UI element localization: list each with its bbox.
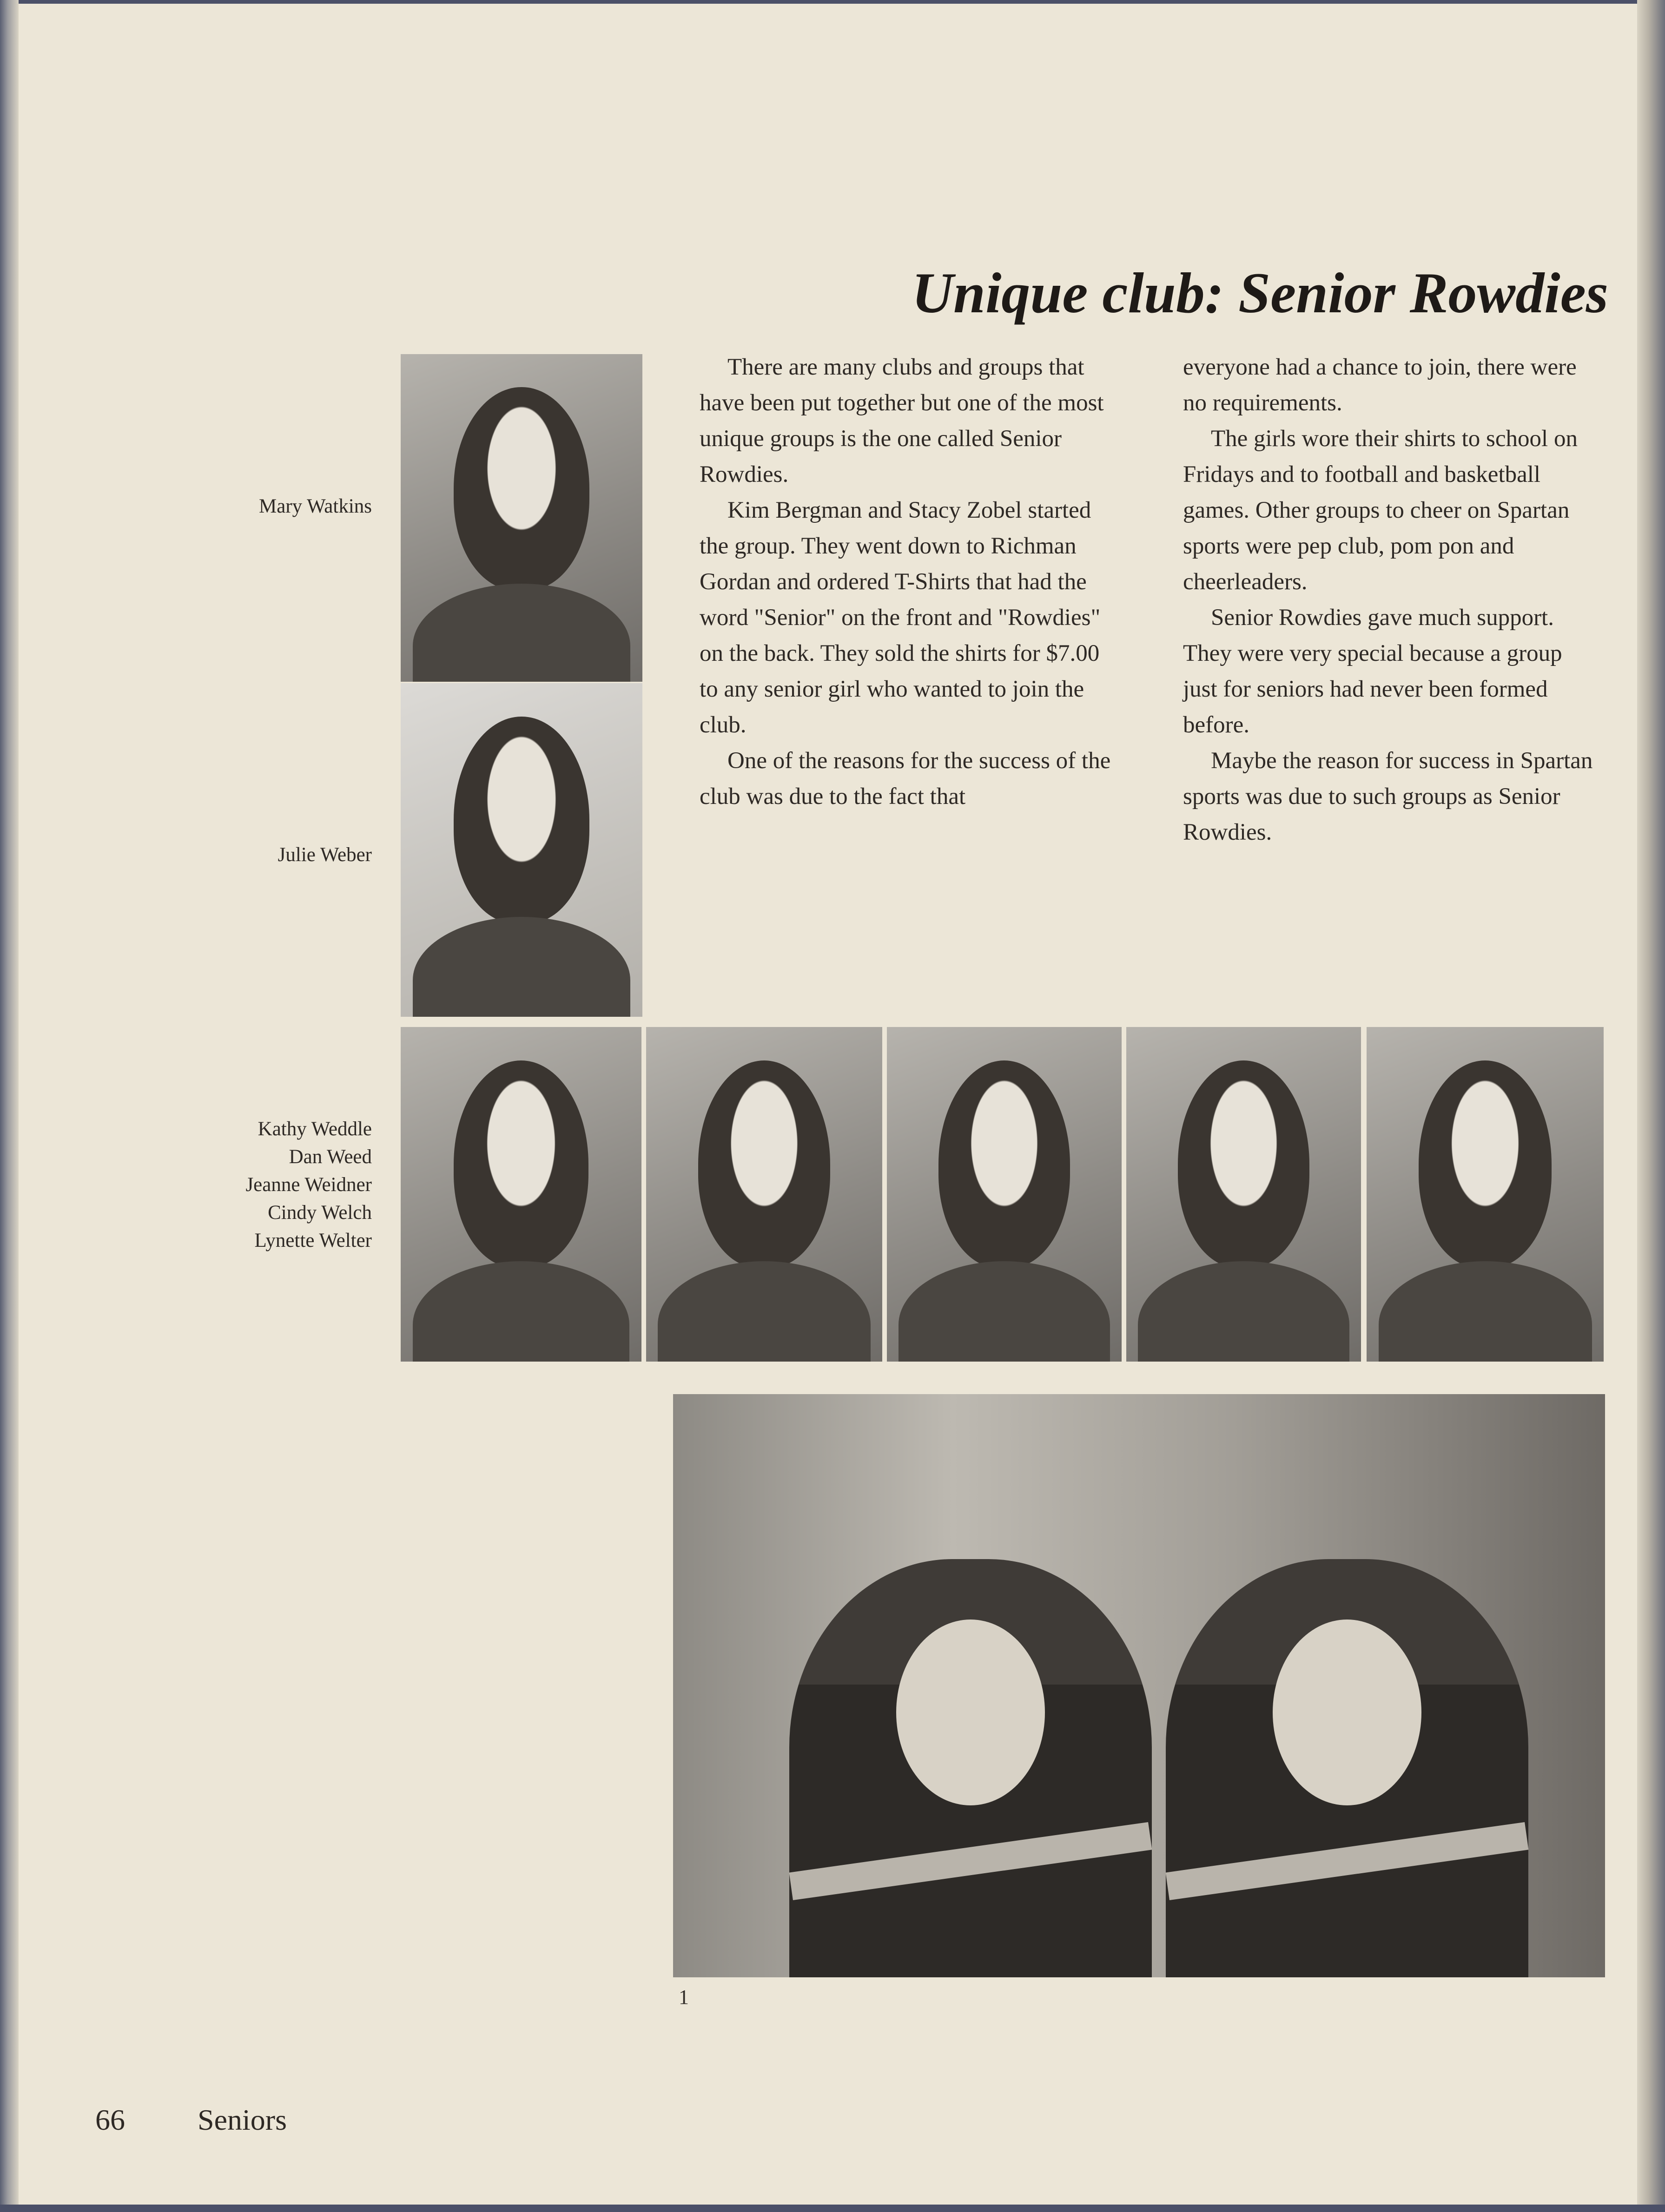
portrait-mary-watkins xyxy=(401,354,642,682)
page-number: 66 xyxy=(95,2103,125,2136)
portrait-shoulders xyxy=(899,1261,1110,1362)
portrait-head xyxy=(454,387,589,590)
portrait-kathy-weddle xyxy=(401,1027,641,1362)
paragraph: Senior Rowdies gave much support. They were very special because a group just for seniors had never been formed before. xyxy=(1183,605,1562,738)
paragraph: There are many clubs and groups that have been put together but one of the most unique groups is the one called Senior Rowdies. xyxy=(700,354,1104,487)
portrait-lynette-welter xyxy=(1367,1027,1604,1362)
portrait-shoulders xyxy=(1138,1261,1349,1362)
caption-mary-watkins: Mary Watkins xyxy=(259,495,372,517)
page-top-edge xyxy=(0,0,1665,4)
portrait-julie-weber xyxy=(401,683,642,1017)
caption-name: Cindy Welch xyxy=(268,1202,372,1224)
portrait-dan-weed xyxy=(646,1027,882,1362)
photo-person xyxy=(1166,1559,1528,1977)
caption-name: Dan Weed xyxy=(289,1146,372,1168)
article-column-2 xyxy=(1183,349,1601,850)
paragraph: One of the reasons for the success of the club was due to the fact that xyxy=(700,748,1111,810)
group-photo-senior-rowdies xyxy=(673,1394,1605,1977)
paragraph: The girls wore their shirts to school on Fridays and to football and basketball games. Other groups to cheer on Spartan sports were pep club, pom pon and cheerleaders. xyxy=(1183,426,1578,595)
portrait-head xyxy=(938,1060,1070,1268)
portrait-shoulders xyxy=(413,1261,629,1362)
caption-julie-weber: Julie Weber xyxy=(278,844,372,866)
paragraph: Maybe the reason for success in Spartan sports was due to such groups as Senior Rowdies. xyxy=(1183,748,1593,845)
paragraph: Kim Bergman and Stacy Zobel started the group. They went down to Richman Gordan and ordered T-Shirts that had the word "Senior" on the front and "Rowdies" on the back. They sold the shirts for $7.00 to any senior girl who wanted to join the club. xyxy=(700,497,1101,738)
caption-name: Jeanne Weidner xyxy=(245,1174,372,1196)
shirt-stripe xyxy=(789,1822,1152,1900)
portrait-head xyxy=(1178,1060,1309,1268)
book-binding-right xyxy=(1637,0,1665,2212)
portrait-shoulders xyxy=(413,584,630,682)
portrait-shoulders xyxy=(413,917,630,1017)
section-label: Seniors xyxy=(198,2103,287,2136)
photo-number: 1 xyxy=(679,1986,689,2008)
caption-name: Kathy Weddle xyxy=(258,1118,372,1140)
article-column-1 xyxy=(700,349,1118,815)
photo-face xyxy=(896,1620,1045,1805)
portrait-jeanne-weidner xyxy=(887,1027,1122,1362)
portrait-head xyxy=(698,1060,830,1268)
portrait-shoulders xyxy=(1379,1261,1592,1362)
shirt-stripe xyxy=(1166,1822,1529,1900)
photo-face xyxy=(1273,1620,1421,1805)
page-title: Unique club: Senior Rowdies xyxy=(912,261,1608,325)
paragraph: everyone had a chance to join, there were no requirements. xyxy=(1183,354,1577,416)
portrait-head xyxy=(454,1060,588,1268)
book-binding-left xyxy=(0,0,19,2212)
portrait-head xyxy=(454,717,589,923)
caption-group xyxy=(177,1115,372,1255)
portrait-cindy-welch xyxy=(1126,1027,1361,1362)
portrait-head xyxy=(1419,1060,1552,1268)
portrait-shoulders xyxy=(658,1261,870,1362)
photo-person xyxy=(789,1559,1152,1977)
page-bottom-edge xyxy=(0,2205,1665,2212)
caption-name: Lynette Welter xyxy=(254,1230,372,1251)
